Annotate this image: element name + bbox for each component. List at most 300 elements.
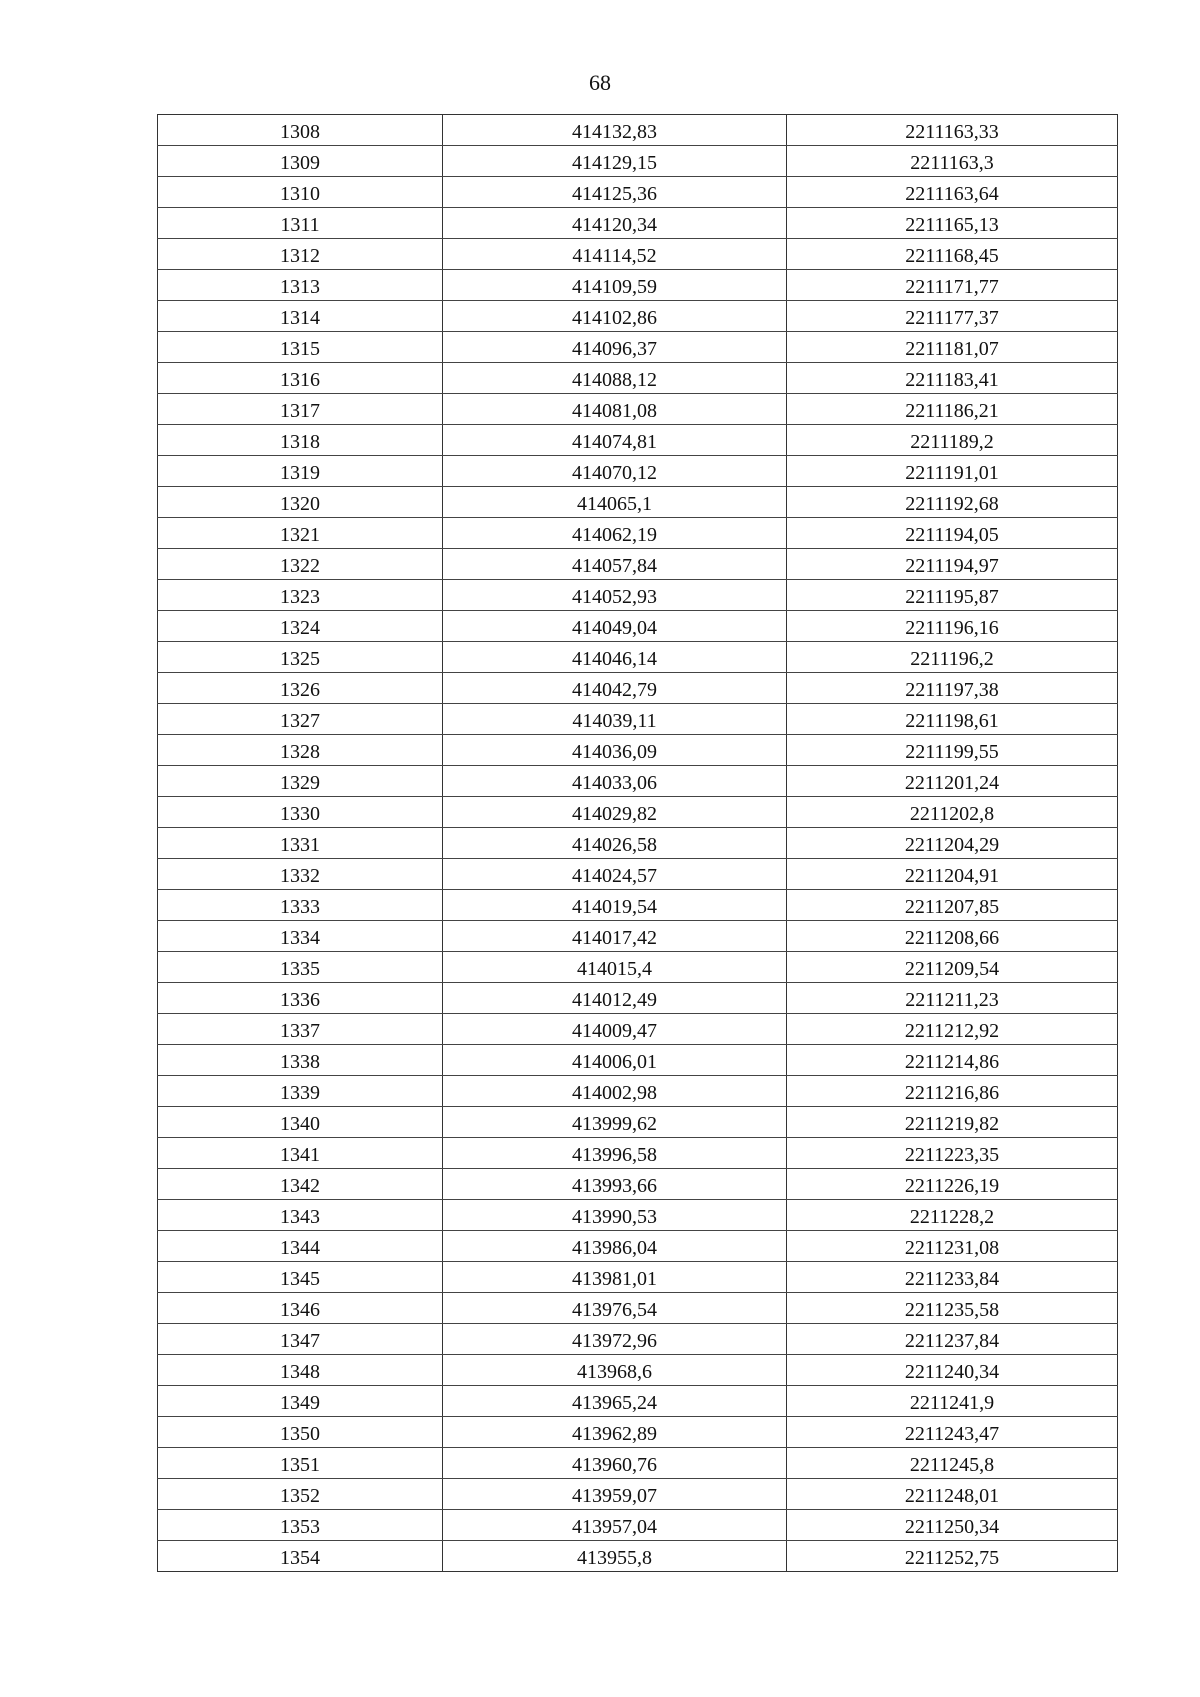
x-coordinate-cell — [443, 270, 787, 301]
x-coordinate-cell — [443, 580, 787, 611]
x-coordinate-cell — [443, 518, 787, 549]
point-number-cell — [158, 673, 443, 704]
cell-text: 1346 — [280, 1299, 320, 1321]
x-coordinate-cell — [443, 704, 787, 735]
cell-text: 2211199,55 — [905, 741, 999, 763]
cell-text: 2211183,41 — [905, 369, 999, 391]
y-coordinate-cell — [787, 115, 1118, 146]
y-coordinate-cell — [787, 735, 1118, 766]
cell-text: 1353 — [280, 1516, 320, 1538]
cell-text: 2211212,92 — [904, 1020, 1000, 1042]
point-number-cell — [158, 518, 443, 549]
x-coordinate-cell — [443, 1417, 787, 1448]
x-coordinate-cell — [443, 642, 787, 673]
table-row — [158, 1541, 1118, 1572]
cell-text: 1339 — [280, 1082, 320, 1104]
cell-text: 1351 — [280, 1454, 320, 1476]
cell-text: 414046,14 — [572, 648, 657, 670]
x-coordinate-cell — [443, 983, 787, 1014]
y-coordinate-cell — [787, 1045, 1118, 1076]
table-row — [158, 1200, 1118, 1231]
cell-text: 414052,93 — [572, 586, 657, 608]
cell-text: 414009,47 — [572, 1020, 657, 1042]
table-row — [158, 1293, 1118, 1324]
point-number-cell — [158, 1076, 443, 1107]
x-coordinate-cell — [443, 1169, 787, 1200]
cell-text: 413986,04 — [572, 1237, 657, 1259]
point-number-cell — [158, 1014, 443, 1045]
x-coordinate-cell — [443, 239, 787, 270]
cell-text: 413976,54 — [572, 1299, 657, 1321]
cell-text: 2211171,77 — [905, 276, 999, 298]
cell-text: 413999,62 — [572, 1113, 657, 1135]
cell-text: 2211181,07 — [905, 338, 999, 360]
cell-text: 1344 — [280, 1237, 320, 1259]
cell-text: 1334 — [280, 927, 320, 949]
y-coordinate-cell — [787, 394, 1118, 425]
table-row — [158, 1107, 1118, 1138]
coordinates-table-body — [158, 115, 1118, 1572]
point-number-cell — [158, 704, 443, 735]
cell-text: 2211163,64 — [905, 183, 999, 205]
cell-text: 2211245,8 — [909, 1454, 995, 1476]
table-row — [158, 456, 1118, 487]
cell-text: 1337 — [280, 1020, 320, 1042]
x-coordinate-cell — [443, 1045, 787, 1076]
cell-text: 2211198,61 — [905, 710, 999, 732]
y-coordinate-cell — [787, 239, 1118, 270]
y-coordinate-cell — [787, 611, 1118, 642]
y-coordinate-cell — [787, 518, 1118, 549]
y-coordinate-cell — [787, 363, 1118, 394]
y-coordinate-cell — [787, 1014, 1118, 1045]
cell-text: 2211250,34 — [904, 1516, 1000, 1538]
x-coordinate-cell — [443, 363, 787, 394]
cell-text: 2211223,35 — [904, 1144, 1000, 1166]
point-number-cell — [158, 487, 443, 518]
cell-text: 1312 — [280, 245, 320, 267]
cell-text: 414049,04 — [572, 617, 657, 639]
table-row — [158, 1386, 1118, 1417]
cell-text: 1320 — [280, 493, 320, 515]
x-coordinate-cell — [443, 1200, 787, 1231]
x-coordinate-cell — [443, 1231, 787, 1262]
point-number-cell — [158, 1386, 443, 1417]
y-coordinate-cell — [787, 704, 1118, 735]
table-row — [158, 1510, 1118, 1541]
cell-text: 413968,6 — [577, 1361, 652, 1383]
y-coordinate-cell — [787, 890, 1118, 921]
point-number-cell — [158, 1231, 443, 1262]
table-row — [158, 177, 1118, 208]
cell-text: 414129,15 — [572, 152, 657, 174]
cell-text: 1347 — [280, 1330, 320, 1352]
cell-text: 1328 — [280, 741, 320, 763]
cell-text: 2211228,2 — [909, 1206, 995, 1228]
x-coordinate-cell — [443, 1479, 787, 1510]
cell-text: 1340 — [280, 1113, 320, 1135]
cell-text: 2211196,16 — [905, 617, 999, 639]
table-row — [158, 673, 1118, 704]
cell-text: 2211186,21 — [905, 400, 999, 422]
y-coordinate-cell — [787, 642, 1118, 673]
cell-text: 414062,19 — [572, 524, 657, 546]
table-row — [158, 1448, 1118, 1479]
table-row — [158, 921, 1118, 952]
cell-text: 414024,57 — [572, 865, 657, 887]
cell-text: 413965,24 — [572, 1392, 657, 1414]
cell-text: 2211201,24 — [904, 772, 1000, 794]
point-number-cell — [158, 766, 443, 797]
point-number-cell — [158, 828, 443, 859]
cell-text: 413955,8 — [577, 1547, 652, 1569]
point-number-cell — [158, 115, 443, 146]
cell-text: 414125,36 — [572, 183, 657, 205]
cell-text: 2211168,45 — [905, 245, 999, 267]
cell-text: 1348 — [280, 1361, 320, 1383]
cell-text: 1332 — [280, 865, 320, 887]
table-row — [158, 394, 1118, 425]
x-coordinate-cell — [443, 456, 787, 487]
cell-text: 414019,54 — [572, 896, 657, 918]
cell-text: 413990,53 — [572, 1206, 657, 1228]
cell-text: 2211163,33 — [905, 121, 999, 143]
point-number-cell — [158, 1262, 443, 1293]
y-coordinate-cell — [787, 549, 1118, 580]
table-row — [158, 239, 1118, 270]
cell-text: 1322 — [280, 555, 320, 577]
x-coordinate-cell — [443, 859, 787, 890]
cell-text: 1349 — [280, 1392, 320, 1414]
point-number-cell — [158, 1541, 443, 1572]
x-coordinate-cell — [443, 1076, 787, 1107]
y-coordinate-cell — [787, 580, 1118, 611]
table-row — [158, 580, 1118, 611]
cell-text: 414042,79 — [572, 679, 657, 701]
cell-text: 2211226,19 — [904, 1175, 1000, 1197]
cell-text: 2211214,86 — [904, 1051, 1000, 1073]
cell-text: 414074,81 — [572, 431, 657, 453]
cell-text: 2211163,3 — [910, 152, 994, 174]
y-coordinate-cell — [787, 1479, 1118, 1510]
y-coordinate-cell — [787, 1448, 1118, 1479]
x-coordinate-cell — [443, 735, 787, 766]
x-coordinate-cell — [443, 611, 787, 642]
x-coordinate-cell — [443, 828, 787, 859]
cell-text: 2211189,2 — [910, 431, 994, 453]
cell-text: 414033,06 — [572, 772, 657, 794]
cell-text: 2211204,91 — [904, 865, 1000, 887]
point-number-cell — [158, 363, 443, 394]
cell-text: 413972,96 — [572, 1330, 657, 1352]
table-row — [158, 1138, 1118, 1169]
cell-text: 2211204,29 — [904, 834, 1000, 856]
point-number-cell — [158, 859, 443, 890]
y-coordinate-cell — [787, 1355, 1118, 1386]
y-coordinate-cell — [787, 766, 1118, 797]
cell-text: 413996,58 — [572, 1144, 657, 1166]
cell-text: 413959,07 — [572, 1485, 657, 1507]
x-coordinate-cell — [443, 549, 787, 580]
cell-text: 414081,08 — [572, 400, 657, 422]
cell-text: 1350 — [280, 1423, 320, 1445]
y-coordinate-cell — [787, 1324, 1118, 1355]
table-row — [158, 270, 1118, 301]
cell-text: 1338 — [280, 1051, 320, 1073]
cell-text: 2211243,47 — [904, 1423, 1000, 1445]
cell-text: 1318 — [280, 431, 320, 453]
cell-text: 1342 — [280, 1175, 320, 1197]
y-coordinate-cell — [787, 1138, 1118, 1169]
point-number-cell — [158, 611, 443, 642]
table-row — [158, 766, 1118, 797]
cell-text: 413993,66 — [572, 1175, 657, 1197]
cell-text: 413960,76 — [572, 1454, 657, 1476]
y-coordinate-cell — [787, 208, 1118, 239]
table-row — [158, 1169, 1118, 1200]
table-row — [158, 704, 1118, 735]
x-coordinate-cell — [443, 332, 787, 363]
cell-text: 1343 — [280, 1206, 320, 1228]
x-coordinate-cell — [443, 115, 787, 146]
y-coordinate-cell — [787, 1169, 1118, 1200]
y-coordinate-cell — [787, 921, 1118, 952]
cell-text: 1313 — [280, 276, 320, 298]
cell-text: 1319 — [280, 462, 320, 484]
point-number-cell — [158, 1045, 443, 1076]
point-number-cell — [158, 394, 443, 425]
x-coordinate-cell — [443, 177, 787, 208]
point-number-cell — [158, 146, 443, 177]
y-coordinate-cell — [787, 1262, 1118, 1293]
point-number-cell — [158, 642, 443, 673]
x-coordinate-cell — [443, 1510, 787, 1541]
cell-text: 1317 — [280, 400, 320, 422]
point-number-cell — [158, 1138, 443, 1169]
cell-text: 414096,37 — [572, 338, 657, 360]
y-coordinate-cell — [787, 1293, 1118, 1324]
table-row — [158, 1014, 1118, 1045]
cell-text: 2211177,37 — [905, 307, 999, 329]
cell-text: 413981,01 — [572, 1268, 657, 1290]
table-row — [158, 828, 1118, 859]
y-coordinate-cell — [787, 828, 1118, 859]
point-number-cell — [158, 1200, 443, 1231]
point-number-cell — [158, 208, 443, 239]
point-number-cell — [158, 983, 443, 1014]
cell-text: 414088,12 — [572, 369, 657, 391]
cell-text: 1309 — [280, 152, 320, 174]
y-coordinate-cell — [787, 425, 1118, 456]
point-number-cell — [158, 332, 443, 363]
x-coordinate-cell — [443, 208, 787, 239]
cell-text: 1345 — [280, 1268, 320, 1290]
cell-text: 1310 — [280, 183, 320, 205]
y-coordinate-cell — [787, 1076, 1118, 1107]
cell-text: 1308 — [280, 121, 320, 143]
cell-text: 414109,59 — [572, 276, 657, 298]
table-row — [158, 115, 1118, 146]
table-row — [158, 611, 1118, 642]
y-coordinate-cell — [787, 301, 1118, 332]
cell-text: 2211194,97 — [905, 555, 999, 577]
cell-text: 1341 — [280, 1144, 320, 1166]
cell-text: 414120,34 — [572, 214, 657, 236]
point-number-cell — [158, 952, 443, 983]
point-number-cell — [158, 1107, 443, 1138]
table-row — [158, 642, 1118, 673]
table-row — [158, 487, 1118, 518]
y-coordinate-cell — [787, 270, 1118, 301]
cell-text: 1321 — [280, 524, 320, 546]
cell-text: 2211208,66 — [904, 927, 1000, 949]
table-row — [158, 1076, 1118, 1107]
table-row — [158, 425, 1118, 456]
y-coordinate-cell — [787, 332, 1118, 363]
point-number-cell — [158, 301, 443, 332]
x-coordinate-cell — [443, 1138, 787, 1169]
y-coordinate-cell — [787, 456, 1118, 487]
table-row — [158, 1324, 1118, 1355]
cell-text: 414006,01 — [572, 1051, 657, 1073]
cell-text: 414057,84 — [572, 555, 657, 577]
cell-text: 1323 — [280, 586, 320, 608]
y-coordinate-cell — [787, 859, 1118, 890]
x-coordinate-cell — [443, 487, 787, 518]
cell-text: 414026,58 — [572, 834, 657, 856]
cell-text: 2211211,23 — [905, 989, 999, 1011]
y-coordinate-cell — [787, 983, 1118, 1014]
x-coordinate-cell — [443, 797, 787, 828]
x-coordinate-cell — [443, 146, 787, 177]
point-number-cell — [158, 735, 443, 766]
cell-text: 1326 — [280, 679, 320, 701]
cell-text: 414012,49 — [572, 989, 657, 1011]
y-coordinate-cell — [787, 1107, 1118, 1138]
cell-text: 1330 — [280, 803, 320, 825]
cell-text: 2211207,85 — [904, 896, 1000, 918]
x-coordinate-cell — [443, 1262, 787, 1293]
cell-text: 2211194,05 — [905, 524, 999, 546]
x-coordinate-cell — [443, 1324, 787, 1355]
cell-text: 414065,1 — [577, 493, 652, 515]
cell-text: 2211191,01 — [905, 462, 999, 484]
point-number-cell — [158, 1169, 443, 1200]
cell-text: 1333 — [280, 896, 320, 918]
cell-text: 414015,4 — [577, 958, 652, 980]
cell-text: 1324 — [280, 617, 320, 639]
cell-text: 414039,11 — [572, 710, 657, 732]
cell-text: 414070,12 — [572, 462, 657, 484]
table-row — [158, 890, 1118, 921]
table-row — [158, 735, 1118, 766]
x-coordinate-cell — [443, 1293, 787, 1324]
y-coordinate-cell — [787, 1386, 1118, 1417]
y-coordinate-cell — [787, 952, 1118, 983]
x-coordinate-cell — [443, 301, 787, 332]
point-number-cell — [158, 177, 443, 208]
y-coordinate-cell — [787, 1417, 1118, 1448]
x-coordinate-cell — [443, 766, 787, 797]
x-coordinate-cell — [443, 1386, 787, 1417]
point-number-cell — [158, 1293, 443, 1324]
table-row — [158, 1231, 1118, 1262]
point-number-cell — [158, 456, 443, 487]
cell-text: 2211219,82 — [904, 1113, 1000, 1135]
table-row — [158, 1355, 1118, 1386]
point-number-cell — [158, 1417, 443, 1448]
cell-text: 1311 — [280, 214, 320, 236]
cell-text: 1325 — [280, 648, 320, 670]
cell-text: 2211196,2 — [910, 648, 994, 670]
table-row — [158, 859, 1118, 890]
y-coordinate-cell — [787, 673, 1118, 704]
y-coordinate-cell — [787, 1510, 1118, 1541]
cell-text: 1335 — [280, 958, 320, 980]
x-coordinate-cell — [443, 1448, 787, 1479]
cell-text: 2211241,9 — [909, 1392, 995, 1414]
cell-text: 2211192,68 — [905, 493, 999, 515]
cell-text: 1331 — [280, 834, 320, 856]
cell-text: 1315 — [280, 338, 320, 360]
point-number-cell — [158, 1355, 443, 1386]
cell-text: 2211235,58 — [904, 1299, 1000, 1321]
x-coordinate-cell — [443, 1541, 787, 1572]
cell-text: 2211195,87 — [905, 586, 999, 608]
x-coordinate-cell — [443, 1014, 787, 1045]
point-number-cell — [158, 1510, 443, 1541]
table-row — [158, 952, 1118, 983]
table-row — [158, 549, 1118, 580]
x-coordinate-cell — [443, 425, 787, 456]
cell-text: 1327 — [280, 710, 320, 732]
table-row — [158, 1417, 1118, 1448]
coordinates-table-container — [157, 114, 1117, 1572]
y-coordinate-cell — [787, 146, 1118, 177]
cell-text: 414102,86 — [572, 307, 657, 329]
table-row — [158, 1262, 1118, 1293]
cell-text: 1314 — [280, 307, 320, 329]
cell-text: 413962,89 — [572, 1423, 657, 1445]
cell-text: 1354 — [280, 1547, 320, 1569]
x-coordinate-cell — [443, 673, 787, 704]
y-coordinate-cell — [787, 797, 1118, 828]
cell-text: 414002,98 — [572, 1082, 657, 1104]
x-coordinate-cell — [443, 394, 787, 425]
cell-text: 414132,83 — [572, 121, 657, 143]
y-coordinate-cell — [787, 1200, 1118, 1231]
x-coordinate-cell — [443, 1107, 787, 1138]
cell-text: 2211252,75 — [904, 1547, 1000, 1569]
point-number-cell — [158, 549, 443, 580]
x-coordinate-cell — [443, 952, 787, 983]
table-row — [158, 363, 1118, 394]
cell-text: 414114,52 — [572, 245, 657, 267]
point-number-cell — [158, 239, 443, 270]
cell-text: 1329 — [280, 772, 320, 794]
cell-text: 1316 — [280, 369, 320, 391]
point-number-cell — [158, 1324, 443, 1355]
y-coordinate-cell — [787, 177, 1118, 208]
point-number-cell — [158, 425, 443, 456]
cell-text: 2211209,54 — [904, 958, 1000, 980]
cell-text: 2211231,08 — [904, 1237, 1000, 1259]
table-row — [158, 1479, 1118, 1510]
cell-text: 1336 — [280, 989, 320, 1011]
y-coordinate-cell — [787, 1231, 1118, 1262]
point-number-cell — [158, 890, 443, 921]
x-coordinate-cell — [443, 1355, 787, 1386]
